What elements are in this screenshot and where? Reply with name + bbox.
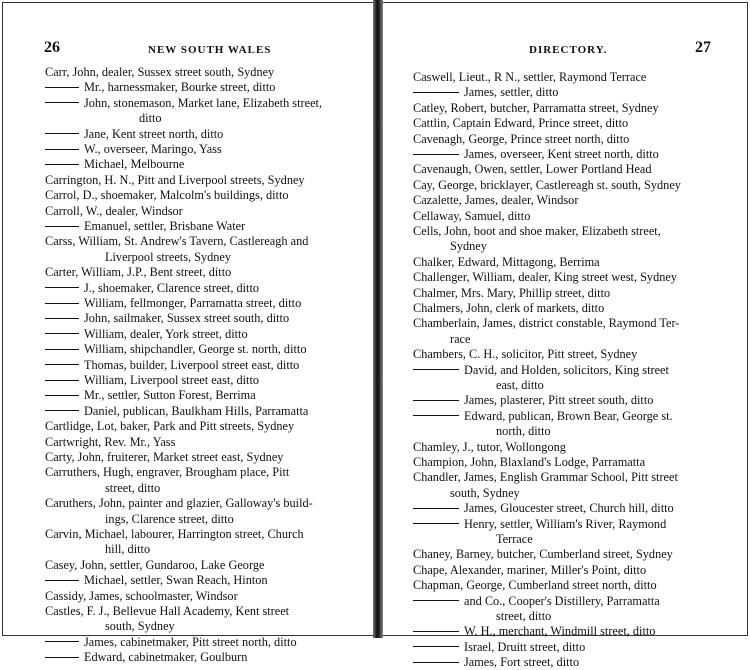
entry-text: Carty, John, fruiterer, Market street east, Sydney bbox=[45, 450, 284, 464]
ditto-dash bbox=[413, 662, 459, 663]
directory-entry-line bbox=[105, 250, 231, 265]
entry-text: Chaney, Barney, butcher, Cumberland street, Sydney bbox=[413, 547, 673, 562]
directory-entry-line bbox=[413, 316, 679, 331]
entry-text: ditto bbox=[139, 111, 162, 126]
ditto-dash bbox=[45, 641, 79, 642]
entry-text: Carroll, W., dealer, Windsor bbox=[45, 203, 183, 218]
directory-entry-line bbox=[45, 142, 222, 157]
entry-text: James, settler, ditto bbox=[464, 85, 559, 100]
directory-entry-line bbox=[413, 640, 585, 655]
directory-entry-line bbox=[413, 101, 659, 116]
directory-entry-line bbox=[413, 501, 674, 516]
ditto-dash bbox=[45, 364, 79, 365]
directory-entry-line bbox=[413, 363, 669, 378]
directory-entry-line bbox=[413, 624, 655, 639]
entry-text: William, Liverpool street east, ditto bbox=[84, 373, 260, 387]
directory-entry-line bbox=[45, 558, 264, 573]
ditto-dash bbox=[45, 303, 79, 304]
entry-text: Jane, Kent street north, ditto bbox=[84, 126, 224, 141]
directory-entry-line bbox=[45, 527, 304, 542]
ditto-dash bbox=[413, 92, 459, 93]
left-page-header: NEW SOUTH WALES bbox=[148, 44, 272, 56]
entry-text: Liverpool streets, Sydney bbox=[105, 249, 232, 264]
ditto-dash bbox=[45, 380, 79, 381]
entry-text: street, ditto bbox=[105, 480, 161, 495]
left-page bbox=[0, 0, 373, 665]
entry-text: Carruthers, Hugh, engraver, Brougham place, Pitt bbox=[45, 465, 290, 480]
entry-text: Carrington, H. N., Pitt and Liverpool streets, Sydney bbox=[45, 172, 305, 187]
entry-text: Champion, John, Blaxland's Lodge, Parramatta bbox=[413, 455, 646, 469]
directory-entry-line bbox=[496, 378, 544, 393]
entry-text: Caswell, Lieut., R N., settler, Raymond Terrace bbox=[413, 70, 647, 84]
directory-entry-line bbox=[413, 301, 604, 316]
entry-text: hill, ditto bbox=[105, 542, 151, 557]
entry-text: J., shoemaker, Clarence street, ditto bbox=[84, 280, 260, 295]
directory-entry-line bbox=[45, 604, 289, 619]
entry-text: James, overseer, Kent street north, ditto bbox=[464, 147, 659, 161]
directory-entry-line bbox=[45, 589, 238, 604]
directory-entry-line bbox=[413, 347, 637, 362]
entry-text: and Co., Cooper's Distillery, Parramatta bbox=[464, 593, 660, 608]
entry-text: Henry, settler, William's River, Raymond bbox=[464, 516, 667, 531]
ditto-dash bbox=[45, 349, 79, 350]
entry-text: Emanuel, settler, Brisbane Water bbox=[84, 219, 246, 233]
right-page-header: DIRECTORY. bbox=[529, 44, 608, 56]
directory-entry-line bbox=[413, 209, 530, 224]
entry-text: Michael, Melbourne bbox=[84, 157, 185, 172]
directory-entry-line bbox=[413, 455, 645, 470]
entry-text: Chandler, James, English Grammar School, Pitt street bbox=[413, 470, 678, 485]
ditto-dash bbox=[45, 333, 79, 334]
directory-entry-line bbox=[45, 281, 259, 296]
directory-entry-line bbox=[45, 219, 245, 234]
entry-text: James, Fort street, ditto bbox=[464, 655, 580, 670]
directory-entry-line bbox=[45, 635, 297, 650]
directory-entry-line bbox=[139, 111, 162, 126]
entry-text: Casey, John, settler, Gundaroo, Lake George bbox=[45, 557, 265, 572]
directory-entry-line bbox=[105, 542, 150, 557]
directory-entry-line bbox=[45, 388, 256, 403]
directory-entry-line bbox=[45, 296, 301, 311]
entry-text: Chapman, George, Cumberland street north, ditto bbox=[413, 578, 657, 593]
entry-text: Cazalette, James, dealer, Windsor bbox=[413, 193, 579, 208]
directory-entry-line bbox=[45, 358, 299, 373]
directory-entry-line bbox=[45, 435, 175, 450]
directory-entry-line bbox=[45, 496, 313, 511]
entry-text: Cay, George, bricklayer, Castlereagh st. south, Sydney bbox=[413, 177, 681, 192]
entry-text: Edward, cabinetmaker, Goulburn bbox=[84, 650, 248, 665]
entry-text: Caruthers, John, painter and glazier, Galloway's build- bbox=[45, 496, 313, 511]
entry-text: Edward, publican, Brown Bear, George st. bbox=[464, 408, 673, 423]
entry-text: William, fellmonger, Parramatta street, ditto bbox=[84, 296, 302, 310]
entry-text: south, Sydney bbox=[105, 619, 175, 634]
directory-entry-line bbox=[45, 234, 308, 249]
entry-text: Castles, F. J., Bellevue Hall Academy, Kent street bbox=[45, 604, 290, 618]
directory-entry-line bbox=[413, 409, 673, 424]
directory-entry-line bbox=[413, 70, 646, 85]
entry-text: Chape, Alexander, mariner, Miller's Point, ditto bbox=[413, 562, 647, 577]
entry-text: Cells, John, boot and shoe maker, Elizabeth street, bbox=[413, 224, 661, 238]
entry-text: William, dealer, York street, ditto bbox=[84, 326, 248, 341]
entry-text: Mr., harnessmaker, Bourke street, ditto bbox=[84, 80, 276, 95]
directory-entry-line bbox=[413, 116, 628, 131]
directory-entry-line bbox=[413, 147, 659, 162]
directory-entry-line bbox=[45, 342, 306, 357]
ditto-dash bbox=[45, 657, 79, 658]
left-page-number: 26 bbox=[44, 39, 60, 56]
entry-text: Israel, Druitt street, ditto bbox=[464, 639, 586, 654]
entry-text: north, ditto bbox=[496, 424, 551, 439]
directory-entry-line bbox=[413, 193, 578, 208]
ditto-dash bbox=[45, 87, 79, 88]
directory-entry-line bbox=[413, 178, 681, 193]
ditto-dash bbox=[45, 318, 79, 319]
ditto-dash bbox=[413, 369, 459, 370]
entry-text: Carvin, Michael, labourer, Harrington street, Church bbox=[45, 527, 304, 541]
entry-text: street, ditto bbox=[496, 609, 552, 623]
directory-entry-line bbox=[413, 517, 666, 532]
entry-text: James, cabinetmaker, Pitt street north, ditto bbox=[84, 634, 297, 649]
entry-text: Cellaway, Samuel, ditto bbox=[413, 208, 531, 223]
directory-entry-line bbox=[45, 419, 294, 434]
right-page bbox=[383, 0, 750, 670]
ditto-dash bbox=[413, 600, 459, 601]
entry-text: Chambers, C. H., solicitor, Pitt street, Sydney bbox=[413, 347, 638, 362]
directory-entry-line bbox=[45, 311, 289, 326]
directory-entry-line bbox=[45, 96, 322, 111]
entry-text: Carr, John, dealer, Sussex street south, Sydney bbox=[45, 65, 275, 79]
directory-entry-line bbox=[45, 127, 223, 142]
entry-text: Cavenagh, George, Prince street north, ditto bbox=[413, 131, 630, 146]
directory-entry-line bbox=[413, 393, 653, 408]
entry-text: Carter, William, J.P., Bent street, ditto bbox=[45, 265, 232, 280]
ditto-dash bbox=[413, 154, 459, 155]
entry-text: Chalmers, John, clerk of markets, ditto bbox=[413, 301, 605, 315]
directory-entry-line bbox=[496, 609, 551, 624]
directory-entry-line bbox=[45, 204, 183, 219]
entry-text: race bbox=[450, 331, 471, 346]
directory-entry-line bbox=[413, 547, 673, 562]
directory-entry-line bbox=[413, 85, 558, 100]
book-gutter bbox=[373, 0, 383, 638]
directory-entry-line bbox=[413, 440, 566, 455]
entry-text: James, plasterer, Pitt street south, ditto bbox=[464, 393, 654, 408]
entry-text: John, sailmaker, Sussex street south, ditto bbox=[84, 311, 290, 326]
entry-text: Daniel, publican, Baulkham Hills, Parramatta bbox=[84, 403, 309, 418]
ditto-dash bbox=[413, 631, 459, 632]
entry-text: Chamley, J., tutor, Wollongong bbox=[413, 439, 566, 454]
entry-text: ings, Clarence street, ditto bbox=[105, 511, 234, 526]
directory-entry-line bbox=[45, 327, 248, 342]
ditto-dash bbox=[45, 410, 79, 411]
entry-text: William, shipchandler, George st. north, ditto bbox=[84, 342, 307, 357]
directory-entry-line bbox=[45, 450, 283, 465]
entry-text: Mr., settler, Sutton Forest, Berrima bbox=[84, 388, 256, 403]
ditto-dash bbox=[45, 580, 79, 581]
entry-text: W. H., merchant, Windmill street, ditto bbox=[464, 624, 656, 639]
entry-text: Chalmer, Mrs. Mary, Phillip street, ditto bbox=[413, 285, 611, 300]
entry-text: Catley, Robert, butcher, Parramatta street, Sydney bbox=[413, 100, 659, 115]
ditto-dash bbox=[45, 149, 79, 150]
ditto-dash bbox=[45, 102, 79, 103]
entry-text: Cavenaugh, Owen, settler, Lower Portland Head bbox=[413, 162, 652, 177]
directory-entry-line bbox=[105, 619, 175, 634]
entry-text: David, and Holden, solicitors, King street bbox=[464, 362, 669, 377]
directory-entry-line bbox=[105, 481, 160, 496]
entry-text: Michael, settler, Swan Reach, Hinton bbox=[84, 573, 268, 588]
entry-text: W., overseer, Maringo, Yass bbox=[84, 142, 222, 156]
directory-entry-line bbox=[450, 332, 470, 347]
right-page-number: 27 bbox=[695, 39, 711, 56]
entry-text: Carss, William, St. Andrew's Tavern, Castlereagh and bbox=[45, 234, 309, 249]
directory-entry-line bbox=[45, 157, 184, 172]
directory-entry-line bbox=[45, 265, 231, 280]
entry-text: Chamberlain, James, district constable, Raymond Ter- bbox=[413, 316, 680, 331]
directory-entry-line bbox=[413, 470, 678, 485]
entry-text: James, Gloucester street, Church hill, ditto bbox=[464, 501, 674, 516]
entry-text: Thomas, builder, Liverpool street east, ditto bbox=[84, 357, 300, 372]
directory-entry-line bbox=[45, 465, 289, 480]
directory-entry-line bbox=[450, 239, 487, 254]
directory-entry-line bbox=[496, 532, 533, 547]
ditto-dash bbox=[413, 415, 459, 416]
directory-entry-line bbox=[413, 655, 579, 670]
entry-text: Challenger, William, dealer, King street west, Sydney bbox=[413, 270, 677, 285]
directory-entry-line bbox=[413, 286, 610, 301]
directory-entry-line bbox=[45, 650, 247, 665]
ditto-dash bbox=[45, 395, 79, 396]
directory-entry-line bbox=[45, 65, 274, 80]
directory-entry-line bbox=[496, 424, 551, 439]
entry-text: John, stonemason, Market lane, Elizabeth street, bbox=[84, 95, 323, 110]
directory-entry-line bbox=[105, 512, 234, 527]
ditto-dash bbox=[45, 226, 79, 227]
ditto-dash bbox=[413, 646, 459, 647]
entry-text: east, ditto bbox=[496, 378, 544, 392]
directory-entry-line bbox=[45, 188, 289, 203]
directory-entry-line bbox=[413, 255, 600, 270]
ditto-dash bbox=[45, 133, 79, 134]
directory-entry-line bbox=[413, 162, 652, 177]
directory-entry-line bbox=[413, 132, 629, 147]
entry-text: Cattlin, Captain Edward, Prince street, ditto bbox=[413, 116, 629, 131]
directory-entry-line bbox=[45, 80, 275, 95]
directory-entry-line bbox=[413, 563, 646, 578]
ditto-dash bbox=[45, 287, 79, 288]
entry-text: Cartwright, Rev. Mr., Yass bbox=[45, 434, 176, 449]
entry-text: Terrace bbox=[496, 532, 533, 546]
directory-entry-line bbox=[450, 486, 520, 501]
entry-text: Carrol, D., shoemaker, Malcolm's buildings, ditto bbox=[45, 188, 289, 203]
entry-text: south, Sydney bbox=[450, 485, 520, 500]
ditto-dash bbox=[413, 523, 459, 524]
ditto-dash bbox=[413, 400, 459, 401]
entry-text: Sydney bbox=[450, 239, 487, 254]
entry-text: Chalker, Edward, Mittagong, Berrima bbox=[413, 254, 600, 269]
ditto-dash bbox=[45, 164, 79, 165]
directory-entry-line bbox=[45, 573, 268, 588]
directory-entry-line bbox=[45, 173, 305, 188]
directory-entry-line bbox=[45, 373, 259, 388]
directory-entry-line bbox=[45, 404, 308, 419]
entry-text: Cartlidge, Lot, baker, Park and Pitt streets, Sydney bbox=[45, 419, 295, 434]
directory-entry-line bbox=[413, 224, 661, 239]
directory-entry-line bbox=[413, 578, 657, 593]
entry-text: Cassidy, James, schoolmaster, Windsor bbox=[45, 588, 238, 603]
directory-entry-line bbox=[413, 270, 677, 285]
directory-entry-line bbox=[413, 594, 660, 609]
ditto-dash bbox=[413, 508, 459, 509]
